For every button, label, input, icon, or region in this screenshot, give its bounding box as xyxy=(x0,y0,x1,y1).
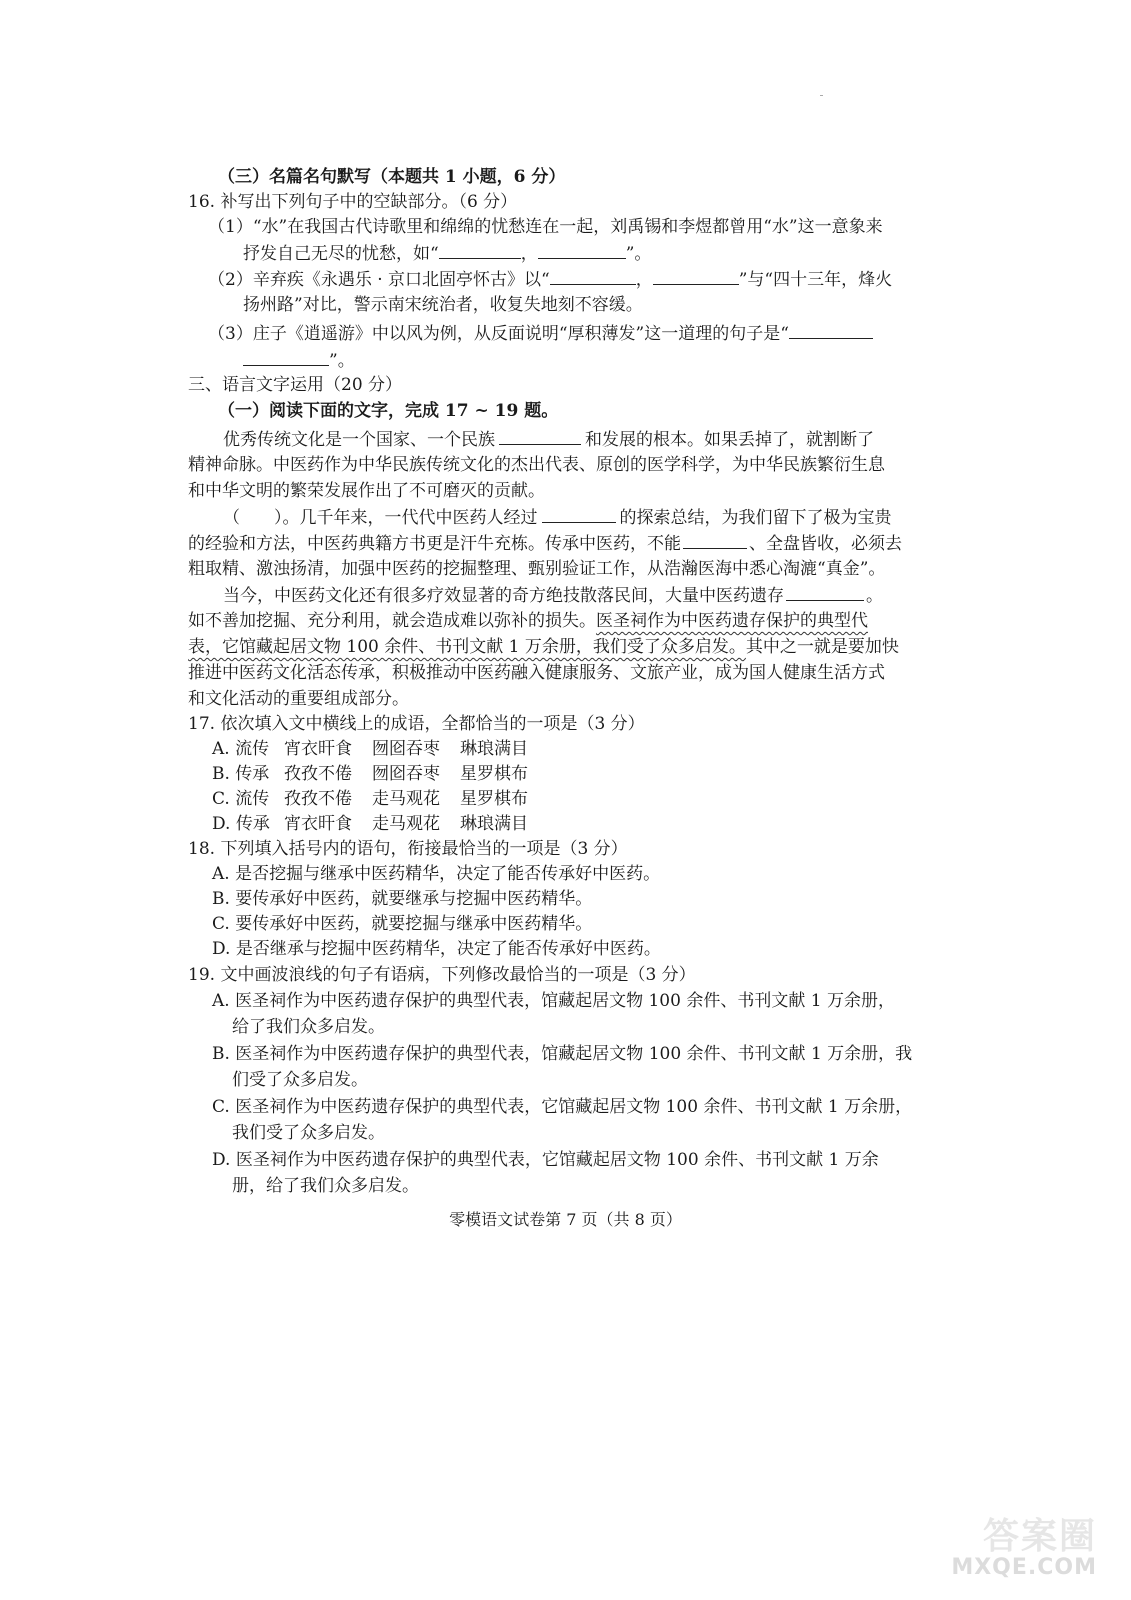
option-word: 星罗棋布 xyxy=(460,764,528,784)
q16-part1-end: ”。 xyxy=(625,244,652,264)
passage-p1-line1 xyxy=(223,428,874,451)
passage-p2-line1 xyxy=(223,506,892,529)
q16-part3-line1 xyxy=(208,322,873,345)
q16-part3-end: ”。 xyxy=(329,351,355,371)
passage-text: 其中之一就是要加快 xyxy=(745,637,899,657)
passage-text: 和发展的根本。如果丢掉了，就割断了 xyxy=(585,430,874,450)
blank xyxy=(653,268,739,285)
passage-text: 的经验和方法，中医药典籍方书更是汗牛充栋。传承中医药，不能 xyxy=(188,534,681,554)
option-word: 走马观花 xyxy=(372,814,440,834)
wavy-underlined-sentence: 表，它馆藏起居文物 100 余件、书刊文献 1 万余册，我们受了众多启发。 xyxy=(188,637,746,657)
option-word: 星罗棋布 xyxy=(460,789,528,809)
wavy-underlined-sentence: 医圣祠作为中医药遗存保护的典型代 xyxy=(596,611,868,631)
reading-instruction: （一）阅读下面的文字，完成 17 ~ 19 题。 xyxy=(218,401,559,421)
option-word: 孜孜不倦 xyxy=(284,789,352,809)
q17-option-a xyxy=(212,738,528,760)
site-watermark xyxy=(947,1508,1097,1580)
q16-part2-line2: 扬州路”对比，警示南宋统治者，收复失地刻不容缓。 xyxy=(243,295,643,315)
q17-option-b xyxy=(212,763,528,785)
q16-part2-end: ”与“四十三年，烽火 xyxy=(738,270,893,290)
q19-option-c-line1: C. 医圣祠作为中医药遗存保护的典型代表，它馆藏起居文物 100 余件、书刊文献 1 万余册， xyxy=(212,1097,913,1117)
passage-text: 优秀传统文化是一个国家、一个民族 xyxy=(223,430,495,450)
q19-option-b-line2: 们受了众多启发。 xyxy=(232,1070,368,1090)
q17-option-d xyxy=(212,813,528,835)
option-word: C. 流传 xyxy=(212,789,270,809)
option-word: 囫囵吞枣 xyxy=(372,764,440,784)
option-word: A. 流传 xyxy=(212,739,270,759)
q16-part2-sep: ， xyxy=(635,270,653,290)
q17-stem: 17. 依次填入文中横线上的成语，全都恰当的一项是（3 分） xyxy=(188,714,645,734)
option-word: D. 传承 xyxy=(212,814,270,834)
blank xyxy=(550,268,636,285)
option-word: 琳琅满目 xyxy=(460,739,528,759)
passage-p2-line2 xyxy=(188,532,902,555)
q19-option-d-line1: D. 医圣祠作为中医药遗存保护的典型代表，它馆藏起居文物 100 余件、书刊文献 1 万余 xyxy=(212,1150,879,1170)
option-word: 孜孜不倦 xyxy=(284,764,352,784)
passage-text: （ ）。几千年来，一代代中医药人经过 xyxy=(223,508,538,528)
scan-speck xyxy=(820,95,823,96)
passage-text: 的探索总结，为我们留下了极为宝贵 xyxy=(619,508,892,528)
passage-p2-line3: 粗取精、激浊扬清，加强中医药的挖掘整理、甄别验证工作，从浩瀚医海中悉心淘漉“真金”。 xyxy=(188,559,886,579)
q19-option-d-line2: 册，给了我们众多启发。 xyxy=(232,1176,419,1196)
passage-p3-line1 xyxy=(223,584,883,607)
q17-option-c xyxy=(212,788,528,810)
blank xyxy=(439,242,521,259)
blank xyxy=(683,532,747,549)
q16-part2-text: （2）辛弃疾《永遇乐 · 京口北固亭怀古》以“ xyxy=(208,270,550,290)
q16-part3-line2 xyxy=(243,349,355,372)
watermark-url-text: MXQE.COM xyxy=(951,1555,1097,1580)
passage-p3-line3 xyxy=(188,636,899,658)
blank xyxy=(789,322,873,339)
option-word: 宵衣旰食 xyxy=(284,739,352,759)
watermark-logo-text: 答案圈 xyxy=(982,1516,1097,1557)
q16-part1-sep: ， xyxy=(520,244,538,264)
q16-stem: 16. 补写出下列句子中的空缺部分。（6 分） xyxy=(188,192,518,212)
section-3-subheading: （三）名篇名句默写（本题共 1 小题，6 分） xyxy=(218,167,566,187)
option-word: 囫囵吞枣 xyxy=(372,739,440,759)
blank xyxy=(243,349,329,366)
page-footer: 零模语文试卷第 7 页（共 8 页） xyxy=(449,1210,682,1229)
blank xyxy=(542,506,616,523)
passage-p3-line4: 推进中医药文化活态传承，积极推动中医药融入健康服务、文旅产业，成为国人健康生活方式 xyxy=(188,663,885,683)
passage-text: 。 xyxy=(866,586,883,606)
option-word: 宵衣旰食 xyxy=(284,814,352,834)
q18-stem: 18. 下列填入括号内的语句，衔接最恰当的一项是（3 分） xyxy=(188,839,628,859)
passage-p1-line2: 精神命脉。中医药作为中华民族传统文化的杰出代表、原创的医学科学，为中华民族繁衍生息 xyxy=(188,455,885,475)
passage-text: 、全盘皆收，必须去 xyxy=(749,534,902,554)
q18-option-d: D. 是否继承与挖掘中医药精华，决定了能否传承好中医药。 xyxy=(212,939,661,959)
q16-part3-text: （3）庄子《逍遥游》中以风为例，从反面说明“厚积薄发”这一道理的句子是“ xyxy=(208,324,789,344)
q19-option-a-line2: 给了我们众多启发。 xyxy=(232,1017,385,1037)
passage-p3-line5: 和文化活动的重要组成部分。 xyxy=(188,689,409,709)
q16-part1-line2 xyxy=(243,242,651,265)
passage-p3-line2 xyxy=(188,610,868,632)
blank xyxy=(538,242,626,259)
section-3-heading: 三、语言文字运用（20 分） xyxy=(188,375,403,395)
option-word: 走马观花 xyxy=(372,789,440,809)
blank xyxy=(786,584,864,601)
passage-text: 当今，中医药文化还有很多疗效显著的奇方绝技散落民间，大量中医药遗存 xyxy=(223,586,784,606)
q18-option-b: B. 要传承好中医药，就要继承与挖掘中医药精华。 xyxy=(212,889,593,909)
q16-part2-line1 xyxy=(208,268,892,291)
passage-p1-line3: 和中华文明的繁荣发展作出了不可磨灭的贡献。 xyxy=(188,481,545,501)
blank xyxy=(499,428,581,445)
q19-option-b-line1: B. 医圣祠作为中医药遗存保护的典型代表，馆藏起居文物 100 余件、书刊文献 1 万余册，我 xyxy=(212,1044,913,1064)
option-word: 琳琅满目 xyxy=(460,814,528,834)
q19-option-c-line2: 我们受了众多启发。 xyxy=(232,1123,385,1143)
q18-option-a: A. 是否挖掘与继承中医药精华，决定了能否传承好中医药。 xyxy=(212,864,661,884)
q19-stem: 19. 文中画波浪线的句子有语病，下列修改最恰当的一项是（3 分） xyxy=(188,965,696,985)
q16-part1-text: 抒发自己无尽的忧愁，如“ xyxy=(243,244,439,264)
passage-text: 如不善加挖掘、充分利用，就会造成难以弥补的损失。 xyxy=(188,611,596,631)
option-word: B. 传承 xyxy=(212,764,270,784)
q18-option-c: C. 要传承好中医药，就要挖掘与继承中医药精华。 xyxy=(212,914,593,934)
q19-option-a-line1: A. 医圣祠作为中医药遗存保护的典型代表，馆藏起居文物 100 余件、书刊文献 1 万余册， xyxy=(212,991,895,1011)
q16-part1-line1: （1）“水”在我国古代诗歌里和绵绵的忧愁连在一起，刘禹锡和李煜都曾用“水”这一意象来 xyxy=(208,217,883,237)
